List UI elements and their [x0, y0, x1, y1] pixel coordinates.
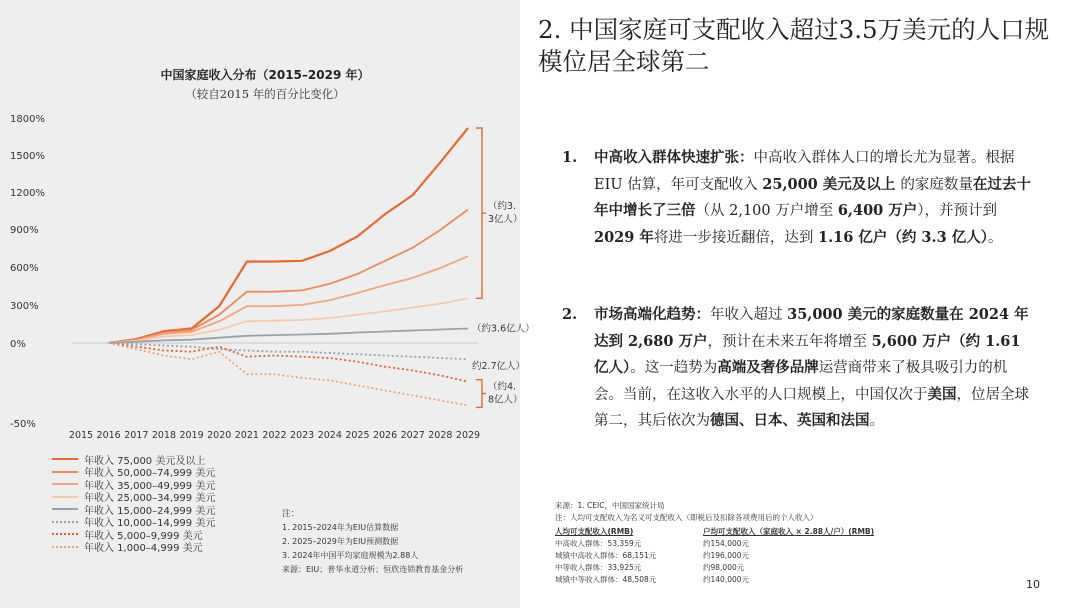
bullet-number: 1.: [562, 149, 578, 166]
bullet-segment: 万户增至: [770, 203, 838, 219]
table-cell: 约98,000元: [703, 563, 745, 572]
notes-line-2: 2. 2025–2029年为EIU预测数据: [282, 537, 399, 546]
chart-legend: [52, 453, 282, 553]
mid-label-1: （约3.6亿人）: [472, 323, 535, 335]
x-tick-label: 2022: [262, 430, 287, 441]
income-line-chart: [0, 0, 535, 450]
x-tick-label: 2023: [290, 430, 315, 441]
bullet-segment: 运营商带来了极具吸引力的机会。当前，在这收入水平的人口规模上，中国仅次于: [594, 360, 1008, 403]
legend-swatch: [52, 483, 78, 485]
y-tick-label: 1500%: [10, 151, 45, 162]
x-tick-label: 2020: [207, 430, 232, 441]
legend-label: 年收入 5,000–9,999 美元: [84, 530, 203, 542]
bullet-text: [594, 145, 1032, 251]
bullet-bold-segment: 5,600 万户（约 1.61 亿人）: [594, 332, 1021, 376]
x-tick-label: 2024: [317, 430, 342, 441]
bullet-bold-segment: 25,000 美元及以上: [762, 175, 901, 193]
bullet-segment: 。: [987, 229, 1003, 246]
mid-label-2: 约2.7亿人）: [472, 361, 526, 373]
x-tick-label: 2025: [345, 430, 370, 441]
legend-label: 年收入 75,000 美元及以上: [84, 455, 206, 467]
bullet-1: [562, 145, 1032, 251]
bullet-bold-segment: 在过去十年中增长了三倍: [594, 175, 1031, 219]
x-tick-label: 2019: [179, 430, 204, 441]
series-line: [109, 343, 468, 405]
legend-swatch: [52, 546, 78, 548]
lower-brace-label-line: （约4.: [488, 381, 517, 393]
table-header-1: 人均可支配收入(RMB): [555, 527, 634, 536]
notes-header: 注：: [282, 509, 300, 519]
x-tick-label: 2028: [428, 430, 453, 441]
table-cell: 约140,000元: [703, 575, 750, 584]
upper-brace-label-line: 3亿人）: [488, 214, 523, 226]
bullet-bold-segment: 美国: [927, 385, 957, 403]
chart-panel: [0, 0, 535, 608]
bullet-bold-segment: 市场高端化趋势：: [594, 306, 710, 323]
table-cell: 约196,000元: [703, 551, 750, 560]
chart-subtitle: （较自2015 年的百分比变化）: [185, 87, 345, 101]
legend-label: 年收入 10,000–14,999 美元: [84, 518, 216, 530]
x-tick-label: 2029: [455, 430, 481, 441]
bullet-2: [562, 302, 1032, 435]
legend-label: 年收入 1,000–4,999 美元: [84, 543, 203, 555]
legend-label: 年收入 15,000–24,999 美元: [84, 505, 216, 517]
legend-swatch: [52, 533, 78, 535]
chart-notes: [282, 507, 514, 577]
source-footnote: [555, 500, 975, 586]
y-tick-label: 600%: [10, 263, 39, 274]
bullet-bold-segment: 高端及奢侈品牌: [717, 359, 819, 376]
table-header-2: 户均可支配收入（家庭收入 × 2.88人/户）(RMB): [703, 527, 875, 536]
x-tick-label: 2027: [400, 430, 425, 441]
bullet-segment: ，预计在未来五年将增至: [707, 333, 872, 350]
legend-item: [52, 541, 282, 554]
bullet-segment: （从: [695, 203, 730, 219]
y-tick-label: -50%: [10, 419, 36, 430]
bullet-bold-segment: 2029 年: [594, 228, 654, 246]
bullet-text: [594, 302, 1032, 435]
chart-title: 中国家庭收入分布（2015–2029 年）: [160, 68, 370, 82]
income-table: [555, 526, 975, 586]
bullet-bold-segment: 6,400 万户: [837, 202, 918, 219]
bullet-segment: 。: [869, 413, 884, 429]
legend-swatch: [52, 521, 78, 523]
x-tick-label: 2026: [372, 430, 398, 441]
x-tick-label: 2017: [124, 430, 149, 441]
bullet-segment: 年收入超过: [710, 307, 788, 323]
lower-brace-label: [488, 381, 523, 406]
y-tick-label: 1800%: [10, 114, 45, 125]
y-tick-label: 900%: [10, 225, 39, 236]
table-cell: 城镇中高收入群体：68,151元: [555, 551, 657, 560]
y-tick-label: 1200%: [10, 188, 45, 199]
legend-label: 年收入 50,000–74,999 美元: [84, 468, 216, 480]
page-number: 10: [1026, 578, 1040, 591]
lower-brace: [476, 380, 486, 408]
slide-title: 2. 中国家庭可支配收入超过3.5万美元的人口规模位居全球第二: [538, 15, 1050, 76]
bullet-segment: 将进一步接近翻倍，达到: [653, 229, 819, 246]
bullet-bold-segment: 德国、日本、英国和法国: [710, 412, 870, 429]
notes-line-1: 1. 2015–2024年为EIU估算数据: [282, 523, 399, 532]
legend-label: 年收入 25,000–34,999 美元: [84, 493, 216, 505]
upper-brace: [476, 128, 486, 298]
legend-swatch: [52, 458, 78, 460]
upper-brace-label: [488, 200, 523, 225]
bullet-segment: 2,100: [729, 203, 771, 219]
notes-source: 来源：EIU；普华永道分析；恒欣连锁教育基金分析: [282, 565, 464, 574]
bullet-segment: ，位居全球第二，其后依次为: [594, 386, 1029, 429]
legend-swatch: [52, 508, 78, 510]
x-tick-label: 2021: [234, 430, 259, 441]
y-tick-label: 0%: [10, 339, 26, 350]
bullet-segment: ），并预计到: [917, 203, 998, 219]
legend-swatch: [52, 496, 78, 498]
legend-label: 年收入 35,000–49,999 美元: [84, 480, 216, 492]
series-line: [109, 210, 468, 344]
table-cell: 约154,000元: [703, 539, 750, 548]
bullet-segment: 的家庭数量: [900, 176, 973, 193]
y-tick-label: 300%: [10, 301, 39, 312]
x-tick-label: 2016: [96, 430, 121, 441]
series-line: [109, 128, 468, 343]
legend-swatch: [52, 471, 78, 473]
lower-brace-label-line: 8亿人）: [488, 394, 523, 406]
upper-brace-label-line: （约3.: [488, 201, 517, 213]
source-note: 注：人均可支配收入为名义可支配收入（即税后及扣除各项费用后的个人收入）: [555, 513, 818, 522]
source-line: 来源：1. CEIC，中国国家统计局: [555, 501, 665, 510]
table-cell: 城镇中等收入群体：48,508元: [555, 575, 657, 584]
bullet-bold-segment: 中高收入群体快速扩张：: [594, 149, 754, 166]
bullet-segment: 中高收入群体人口的增长尤为显著。根据 EIU 估算，年可支配收入: [594, 150, 1015, 193]
bullet-bold-segment: 35,000 美元的家庭数量在 2024 年 达到 2,680 万户: [594, 306, 1029, 350]
x-tick-label: 2015: [68, 430, 94, 441]
bullet-number: 2.: [562, 306, 578, 323]
table-cell: 中等收入群体：33,925元: [555, 563, 642, 572]
bullet-segment: 。这一趋势为: [630, 360, 718, 376]
bullet-bold-segment: 1.16 亿户（约 3.3 亿人）: [818, 228, 988, 246]
x-tick-label: 2018: [151, 430, 177, 441]
notes-line-3: 3. 2024年中国平均家庭规模为2.88人: [282, 551, 419, 560]
table-cell: 中高收入群体：53,359元: [555, 539, 642, 548]
